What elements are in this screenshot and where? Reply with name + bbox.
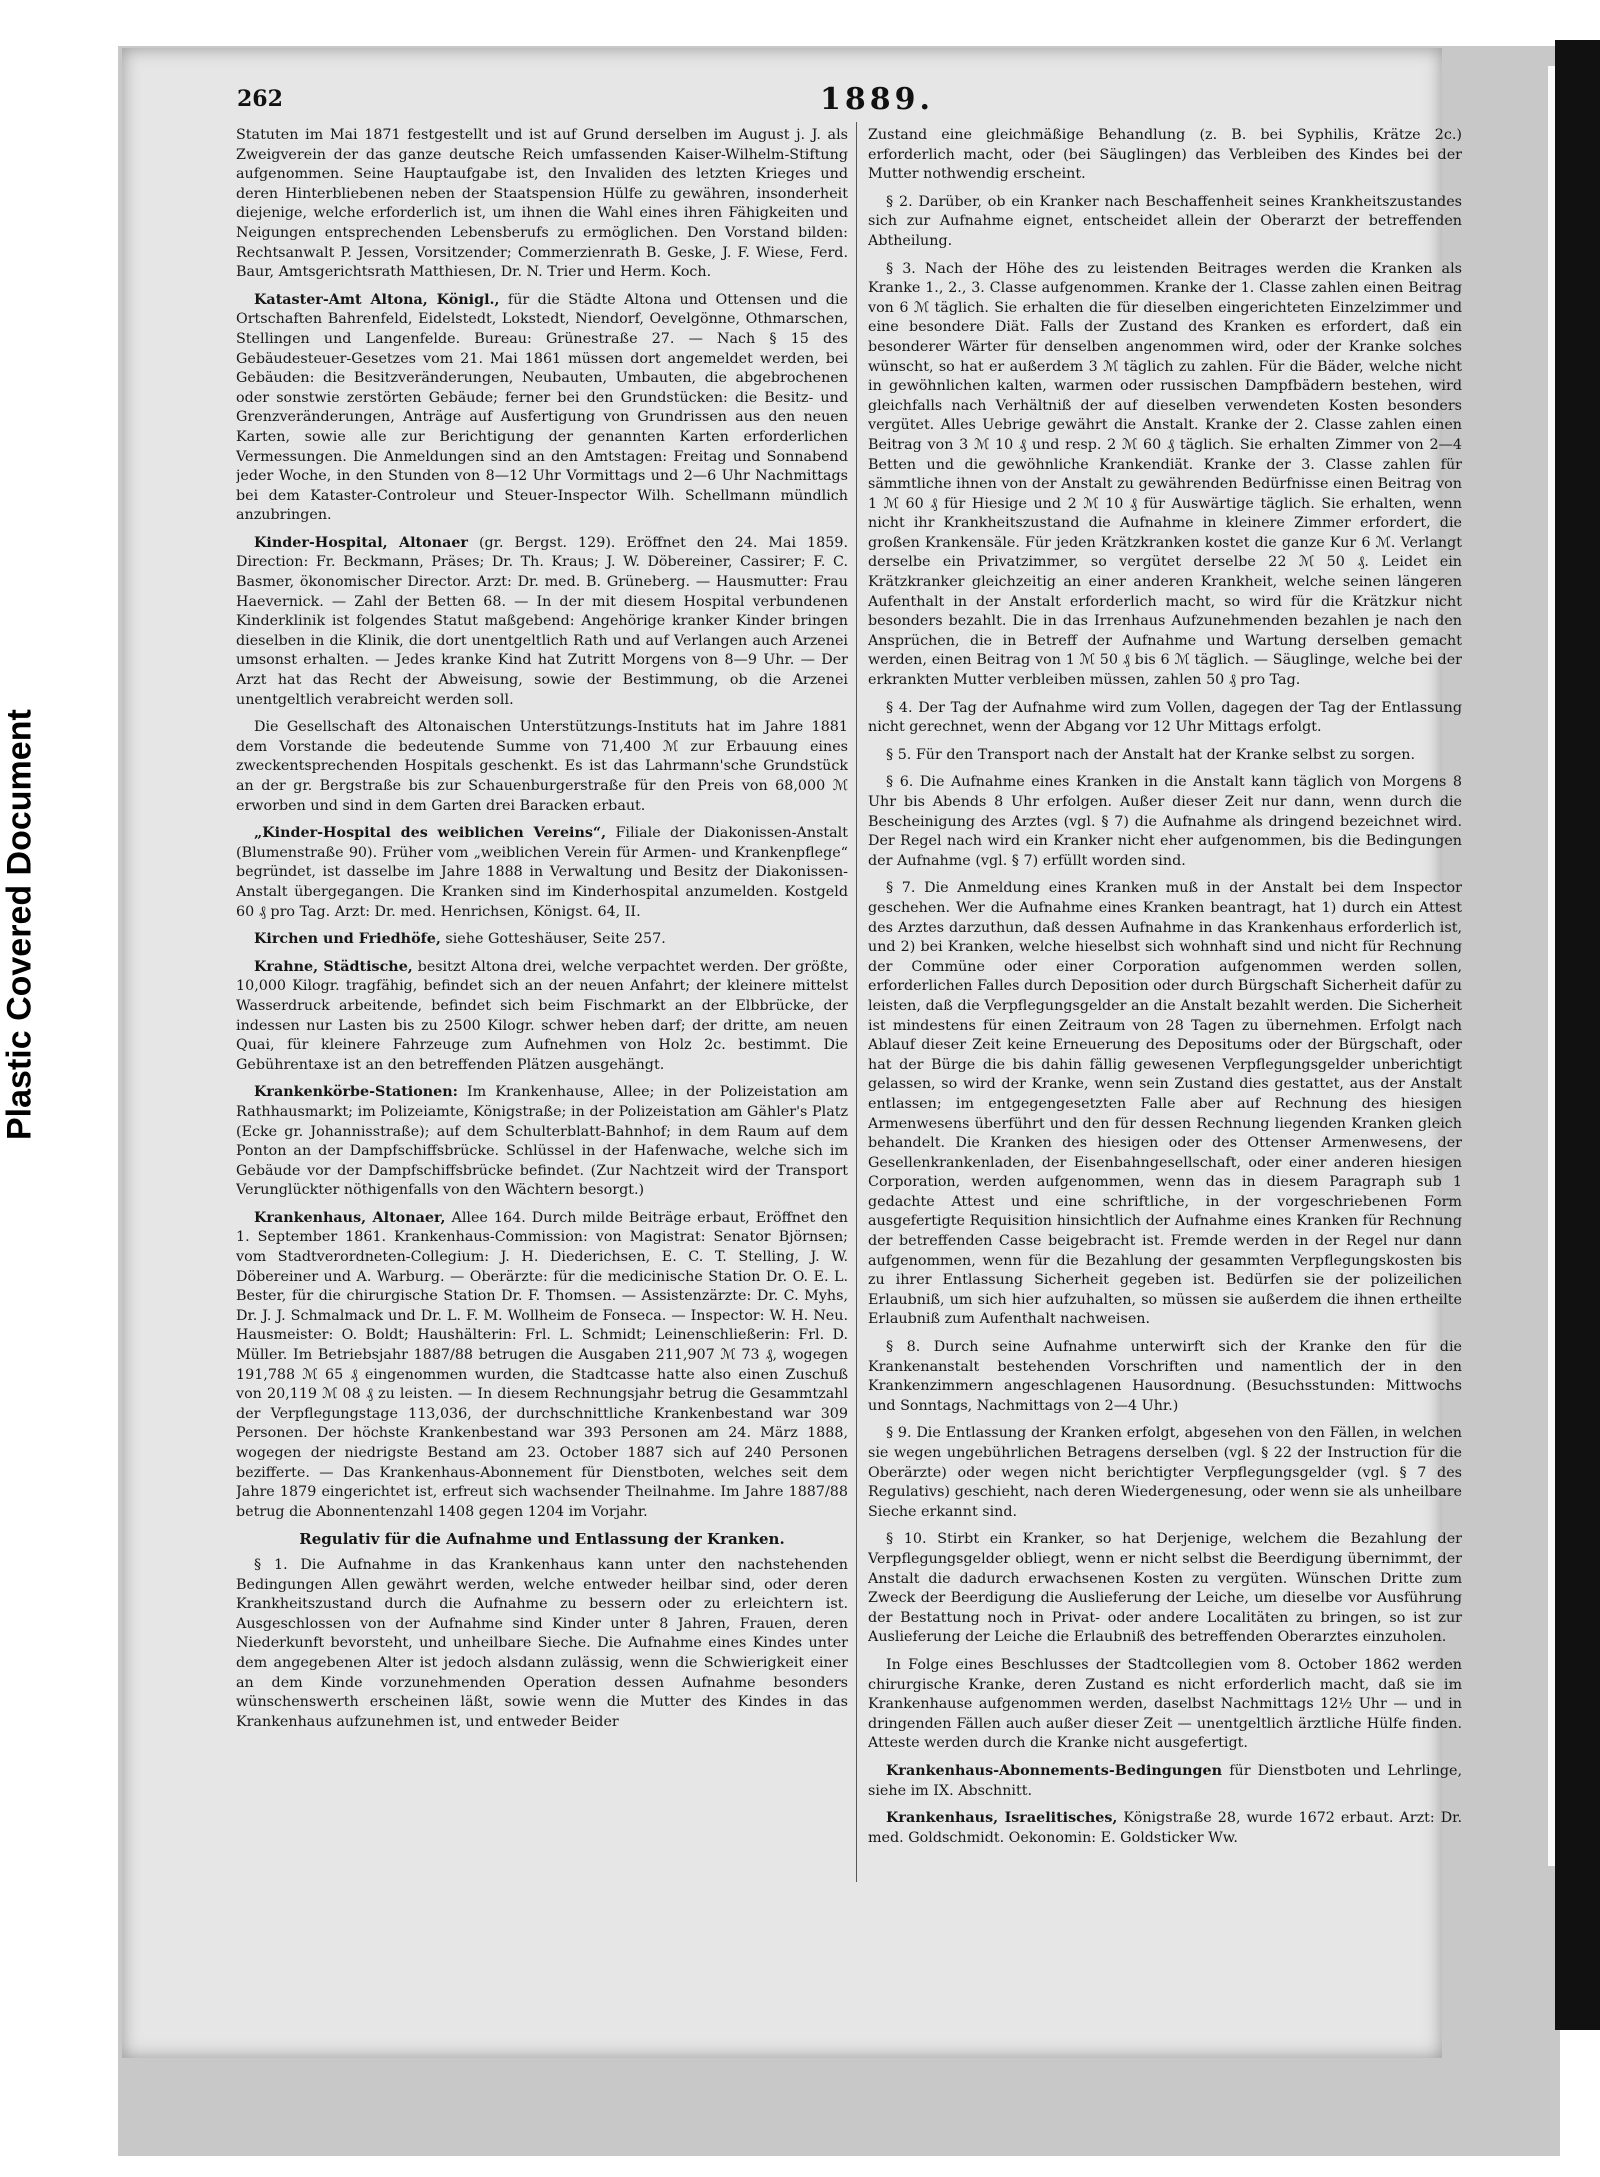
entry-text: § 4. Der Tag der Aufnahme wird zum Vollen, dagegen der Tag der Entlassung nicht gerechnet, wenn der Abgang vor 12 Uhr Mittags erfolgt. xyxy=(868,699,1462,736)
directory-entry xyxy=(236,1083,848,1201)
entry-title: Krahne, Städtische, xyxy=(254,958,413,975)
entry-text: Königstraße 28, wurde 1672 erbaut. Arzt: Dr. med. Goldschmidt. Oekonomin: E. Goldsticker Ww. xyxy=(868,1810,1462,1846)
entry-text: § 6. Die Aufnahme eines Kranken in die Anstalt kann täglich von Morgens 8 Uhr bis Abends 8 Uhr erfolgen. Außer dieser Zeit nur dann, wenn durch die Bescheinigung des Arztes (vgl. § 7) die Aufnahme als dringend bezeichnet wird. Der Regel nach wird ein Kranker nicht eher aufgenommen, bis die Bedingungen der Aufnahme (vgl. § 7) erfüllt worden sind. xyxy=(868,774,1462,869)
paragraph xyxy=(868,260,1462,691)
directory-entry xyxy=(236,824,848,922)
entry-title: Kirchen und Friedhöfe, xyxy=(254,931,441,948)
column-divider xyxy=(856,122,857,1882)
entry-title: „Kinder-Hospital des weiblichen Vereins“, xyxy=(254,825,607,842)
entry-text: § 1. Die Aufnahme in das Krankenhaus kann unter den nachstehenden Bedingungen Allen gewährt werden, welche entweder heilbar sind, oder deren Krankheitszustand durch die Aufnahme zu bessern oder zu erleichtern ist. Ausgeschlossen von der Aufnahme sind Kinder unter 8 Jahren, Frauen, deren Niederkunft bevorsteht, und unheilbare Sieche. Die Aufnahme eines Kindes unter dem angegebenen Alter ist jedoch alsdann zulässig, wenn die Schwierigkeit einer an dem Kinde vorzunehmenden Operation dessen Aufnahme besonders wünschenswerth erscheinen läßt, sowie wenn die Mutter des Kindes in das Krankenhaus aufzunehmen ist, und entweder Beider xyxy=(236,1556,848,1730)
directory-entry xyxy=(868,1762,1462,1801)
entry-title: Kataster-Amt Altona, Königl., xyxy=(254,291,500,308)
entry-text: (gr. Bergst. 129). Eröffnet den 24. Mai 1859. Direction: Fr. Beckmann, Präses; Dr. Th. Kraus; J. W. Döbereiner, Cassirer; F. C. Basmer, ökonomischer Director. Arzt: Dr. med. B. Grüneberg. — Hausmutter: Frau Haevernick. — Zahl der Betten 68. — In der mit diesem Hospital verbundenen Kinderklinik ist folgendes Statut maßgebend: Angehörige kranker Kinder bringen dieselben in die Klinik, die dort unentgeltlich Rath und auf Verlangen auch Arzenei umsonst erhalten. — Jedes kranke Kind hat Zutritt Morgens von 8—9 Uhr. — Der Arzt hat das Recht der Abweisung, sowie der Bestimmung, ob die Arzenei unentgeltlich verabreicht werden soll. xyxy=(236,534,848,708)
entry-text: § 8. Durch seine Aufnahme unterwirft sich der Kranke den für die Krankenanstalt bestehenden Vorschriften und namentlich der in den Krankenzimmern angeschlagenen Hausordnung. (Besuchsstunden: Mittwochs und Sonntags, Nachmittags von 2—4 Uhr.) xyxy=(868,1339,1462,1414)
paragraph xyxy=(868,773,1462,871)
paragraph xyxy=(868,193,1462,252)
section-heading: Regulativ für die Aufnahme und Entlassung der Kranken. xyxy=(299,1530,785,1549)
directory-entry xyxy=(236,930,848,950)
entry-text: für die Städte Altona und Ottensen und die Ortschaften Bahrenfeld, Eidelstedt, Lokstedt, Niendorf, Oevelgönne, Othmarschen, Stellingen und Langenfelde. Bureau: Grünestraße 27. — Nach § 15 des Gebäudesteuer-Gesetzes vom 21. Mai 1861 müssen dort angemeldet werden, bei Gebäuden: die Besitzveränderungen, Neubauten, Umbauten, die abgebrochenen oder sonstwie zerstörten Gebäude; ferner bei den Grundstücken: die Besitz- und Grenzveränderungen, Anträge auf Ausfertigung von Grundrissen aus den neuen Karten, sowie alle zur Berichtigung der genannten Karten erforderlichen Vermessungen. Die Anmeldungen sind an den Amtstagen: Freitag und Sonnabend jeder Woche, in den Stunden von 8—12 Uhr Vormittags und 2—6 Uhr Nachmittags bei dem Kataster-Controleur und Steuer-Inspector Wilh. Schellmann mündlich anzubringen. xyxy=(236,291,848,524)
directory-entry xyxy=(236,1209,848,1523)
entry-title: Krankenhaus-Abonnements-Bedingungen xyxy=(886,1762,1223,1779)
entry-title: Krankenhaus, Altonaer, xyxy=(254,1209,446,1226)
entry-text: § 3. Nach der Höhe des zu leistenden Beitrages werden die Kranken als Kranke 1., 2., 3. Classe aufgenommen. Kranke der 1. Classe zahlen einen Beitrag von 6 ℳ täglich. Sie erhalten die für dieselben eingerichteten Einzelzimmer und eine besondere Diät. Falls der Zustand des Kranken es erfordert, daß ein besonderer Wärter für denselben angenommen wird, oder der Kranke solches wünscht, so hat er außerdem 3 ℳ täglich zu zahlen. Für die Bäder, welche nicht in gewöhnlichen kalten, warmen oder russischen Dampfbädern bestehen, wird gleichfalls nach Verhältniß der auf dieselben verwendeten Kosten besonders vergütet. Alles Uebrige gewährt die Anstalt. Kranke der 2. Classe zahlen einen Beitrag von 3 ℳ 10 ₰ und resp. 2 ℳ 60 ₰ täglich. Sie erhalten Zimmer von 2—4 Betten und die gewöhnliche Krankendiät. Kranke der 3. Classe zahlen für sämmtliche ihnen von der Anstalt zu gewährenden Bedürfnisse einen Beitrag von 1 ℳ 60 ₰ für Hiesige und 2 ℳ 10 ₰ für Auswärtige täglich. Sie erhalten, wenn nicht ihr Krankheitszustand die Aufnahme in kleinere Zimmer erfordert, die großen Krankensäle. Für jeden Krätzkranken kostet die ganze Kur 6 ℳ. Verlangt derselbe ein Privatzimmer, so vergütet derselbe 22 ℳ 50 ₰. Leidet ein Krätzkranker gleichzeitig an einer anderen Krankheit, welche seinen längeren Aufenthalt in der Anstalt erforderlich macht, so wird für die Krätzkur nicht besonders bezahlt. Die in das Irrenhaus Aufzunehmenden bezahlen je nach den Ansprüchen, die in Betreff der Aufnahme und Wartung derselben gemacht werden, einen Beitrag von 1 ℳ 50 ₰ bis 6 ℳ täglich. — Säuglinge, welche bei der erkrankten Mutter verbleiben müssen, zahlen 50 ₰ pro Tag. xyxy=(868,260,1462,689)
scan-right-edge xyxy=(1555,40,1600,2030)
entry-text: Allee 164. Durch milde Beiträge erbaut, Eröffnet den 1. September 1861. Krankenhaus-Commission: von Magistrat: Senator Björnsen; vom Stadtverordneten-Collegium: J. H. Diederichsen, E. C. T. Stelling, J. W. Döbereiner und A. Warburg. — Oberärzte: für die medicinische Station Dr. O. E. L. Bester, für die chirurgische Station Dr. F. Thomsen. — Assistenzärzte: Dr. C. Myhs, Dr. J. J. Schmalmack und Dr. L. F. M. Wollheim de Fonseca. — Inspector: W. H. Neu. Hausmeister: O. Boldt; Haushälterin: Frl. L. Schmidt; Leinenschließerin: Frl. D. Müller. Im Betriebsjahr 1887/88 betrugen die Ausgaben 211,907 ℳ 73 ₰, wogegen 191,788 ℳ 65 ₰ eingenommen wurden, die Stadtcasse hatte also einen Zuschuß von 20,119 ℳ 08 ₰ zu leisten. — In diesem Rechnungsjahr betrug die Gesammtzahl der Verpflegungstage 113,036, der durchschnittliche Krankenbestand war 309 Personen. Der höchste Krankenbestand war 393 Personen am 24. März 1888, wogegen der niedrigste Bestand am 23. October 1887 sich auf 240 Personen bezifferte. — Das Krankenhaus-Abonnement für Dienstboten, welches seit dem Jahre 1879 eingerichtet ist, erfreut sich wachsender Theilnahme. Im Jahre 1887/88 betrug die Abonnentenzahl 1408 gegen 1204 im Vorjahr. xyxy=(236,1209,848,1520)
entry-text: § 5. Für den Transport nach der Anstalt hat der Kranke selbst zu sorgen. xyxy=(886,746,1416,763)
paragraph xyxy=(868,126,1462,185)
paragraph xyxy=(868,1424,1462,1522)
entry-title: Kinder-Hospital, Altonaer xyxy=(254,534,468,551)
paragraph xyxy=(236,718,848,816)
entry-text: Filiale der Diakonissen-Anstalt (Blumenstraße 90). Früher vom „weiblichen Verein für Armen- und Krankenpflege“ begründet, ist dasselbe im Jahre 1888 in Verwaltung und Besitz der Diakonissen-Anstalt übergegangen. Die Kranken sind im Kinderhospital anzumelden. Kostgeld 60 ₰ pro Tag. Arzt: Dr. med. Henrichsen, Königst. 64, II. xyxy=(236,825,848,920)
page-year: 1889. xyxy=(820,82,934,117)
page-number: 262 xyxy=(237,86,283,112)
entry-text: besitzt Altona drei, welche verpachtet werden. Der größte, 10,000 Kilogr. tragfähig, befindet sich an der neuen Anfahrt; der kleinere mittelst Wasserdruck arbeitende, befindet sich beim Fischmarkt an der Elbbrücke, der indessen nur Lasten bis zu 2500 Kilogr. schwer heben darf; der dritte, am neuen Quai, für kleinere Fahrzeuge zum Aufnehmen von Holz 2c. bestimmt. Die Gebührentaxe ist an den betreffenden Plätzen ausgehängt. xyxy=(236,958,848,1073)
entry-text: Zustand eine gleichmäßige Behandlung (z. B. bei Syphilis, Krätze 2c.) erforderlich macht, oder (bei Säuglingen) das Verbleiben des Kindes bei der Mutter nothwendig erscheint. xyxy=(868,127,1462,183)
paragraph xyxy=(868,746,1462,766)
left-column xyxy=(236,126,848,1956)
entry-text: § 7. Die Anmeldung eines Kranken muß in der Anstalt bei dem Inspector geschehen. Wer die Aufnahme eines Kranken beantragt, hat 1) durch ein Attest des Arztes darzuthun, daß dessen Aufnahme in das Krankenhaus erforderlich ist, und 2) bei Kranken, welche hieselbst sich wohnhaft sind und nicht für Rechnung der Commüne oder einer Corporation aufgenommen werden sollen, erforderlichen Falles durch Deposition oder durch Bürgschaft Sicherheit dafür zu leisten, daß die Verpflegungsgelder an die Anstalt bezahlt werden. Die Sicherheit ist mindestens für einen Zeitraum von 28 Tagen zu übernehmen. Erfolgt nach Ablauf dieser Zeit keine Erneuerung des Depositums oder der Bürgschaft, oder hat der Bürge die bis dahin fällig gewesenen Verpflegungsgelder unberichtigt gelassen, so wird der Kranke, wenn sein Zustand dies gestattet, aus der Anstalt entlassen; im entgegengesetzten Falle aber auf Rechnung des hiesigen Armenwesens überführt und den für dessen Rechnung liegenden Kranken gleich behandelt. Die Kranken des hiesigen oder des Ottenser Armenwesens, der Gesellenkrankenladen, der Eisenbahngesellschaft, oder einer anderen hiesigen Corporation, werden aufgenommen, wenn das in diesem Paragraph sub 1 gedachte Attest und eine schriftliche, in der vorgeschriebenen Form ausgefertigte Requisition hinsichtlich der Aufnahme eines Kranken für Rechnung der betreffenden Casse beigebracht ist. Fremde werden in der Regel nur dann aufgenommen, wenn für die Bezahlung der gesammten Verpflegungskosten bis zu ihrer Entlassung Sicherheit gegeben ist. Bedürfen sie der polizeilichen Erlaubniß, um sich hier aufzuhalten, so müssen sie außerdem die ihnen ertheilte Erlaubniß zum Aufenthalt nachweisen. xyxy=(868,880,1462,1328)
entry-text: Die Gesellschaft des Altonaischen Unterstützungs-Instituts hat im Jahre 1881 dem Vorstande die bedeutende Summe von 71,400 ℳ zur Erbauung eines zweckentsprechenden Hospitals geschenkt. Es ist das Lahrmann'sche Grundstück an der gr. Bergstraße bis zur Schauenburgerstraße für den Preis von 68,000 ℳ erworben und sind in dem Garten drei Baracken erbaut. xyxy=(236,719,848,814)
paragraph xyxy=(868,1656,1462,1754)
directory-entry xyxy=(236,958,848,1076)
paragraph xyxy=(868,879,1462,1330)
paragraph xyxy=(236,126,848,283)
directory-entry xyxy=(236,534,848,710)
paragraph xyxy=(868,1338,1462,1416)
entry-text: für Dienstboten und Lehrlinge, siehe im IX. Abschnitt. xyxy=(868,1762,1462,1799)
entry-text: In Folge eines Beschlusses der Stadtcollegien vom 8. October 1862 werden chirurgische Kranke, deren Zustand es nicht erforderlich macht, daß sie im Krankenhause aufgenommen werden, daselbst Nachmittags 12½ Uhr — und in dringenden Fällen auch außer dieser Zeit — unentgeltlich ärztliche Hülfe finden. Atteste werden durch die Kranke nicht ausgefertigt. xyxy=(868,1656,1462,1752)
entry-text: § 9. Die Entlassung der Kranken erfolgt, abgesehen von den Fällen, in welchen sie wegen ungebührlichen Betragens derselben (vgl. § 22 der Instruction für die Oberärzte) oder wegen nicht berichtigter Verpflegungsgelder (vgl. § 7 des Regulativs) geschieht, nach deren Wiedergenesung, oder wenn sie als unheilbare Sieche erkannt sind. xyxy=(868,1425,1462,1520)
directory-entry xyxy=(236,291,848,526)
paragraph xyxy=(868,1530,1462,1648)
directory-entry xyxy=(868,1809,1462,1848)
entry-title: Krankenkörbe-Stationen: xyxy=(254,1084,458,1101)
paragraph xyxy=(236,1556,848,1732)
paragraph xyxy=(868,699,1462,738)
entry-text: § 10. Stirbt ein Kranker, so hat Derjenige, welchem die Bezahlung der Verpflegungsgelder obliegt, wenn er nicht selbst die Beerdigung übernimmt, der Anstalt die dadurch erwachsenen Kosten zu vergüten. Wünschen Dritte zum Zweck der Beerdigung die Auslieferung der Leiche, um dieselbe vor Ausführung der Bestattung noch in Privat- oder andere Localitäten zu bringen, so ist zur Auslieferung der Leiche die Erlaubniß des betreffenden Oberarztes einzuholen. xyxy=(868,1531,1462,1646)
scan-right-gap xyxy=(1548,66,1555,1866)
right-column xyxy=(868,126,1462,1956)
entry-text: siehe Gotteshäuser, Seite 257. xyxy=(445,931,666,948)
entry-text: § 2. Darüber, ob ein Kranker nach Beschaffenheit seines Krankheitszustandes sich zur Aufnahme eignet, entscheidet allein der Oberarzt der betreffenden Abtheilung. xyxy=(868,193,1462,249)
entry-title: Krankenhaus, Israelitisches, xyxy=(886,1810,1118,1827)
entry-text: Im Krankenhause, Allee; in der Polizeistation am Rathhausmarkt; im Polizeiamte, Königstraße; in der Polizeistation am Gähler's Platz (Ecke gr. Johannisstraße); auf dem Schulterblatt-Bahnhof; in dem Raum auf dem Ponton an der Dampfschiffsbrücke. Schlüssel in der Hafenwache, welche sich im Gebäude vor der Dampfschiffsbrücke befindet. (Zur Nachtzeit wird der Transport Verunglückter nöthigenfalls von den Wächtern besorgt.) xyxy=(236,1084,848,1199)
entry-text: Statuten im Mai 1871 festgestellt und ist auf Grund derselben im August j. J. als Zweigverein der das ganze deutsche Reich umfassenden Kaiser-Wilhelm-Stiftung aufgenommen. Seine Hauptaufgabe ist, den Invaliden des letzten Krieges und deren Hinterbliebenen neben der Staatspension Hülfe zu gewähren, insonderheit diejenige, welche erforderlich ist, um ihnen die Wahl eines ihren Fähigkeiten und Neigungen entsprechenden Lebensberufs zu ermöglichen. Den Vorstand bilden: Rechtsanwalt P. Jessen, Vorsitzender; Commerzienrath B. Geske, J. F. Wiese, Ferd. Baur, Amtsgerichtsrath Matthiesen, Dr. N. Trier und Herm. Koch. xyxy=(236,127,848,281)
